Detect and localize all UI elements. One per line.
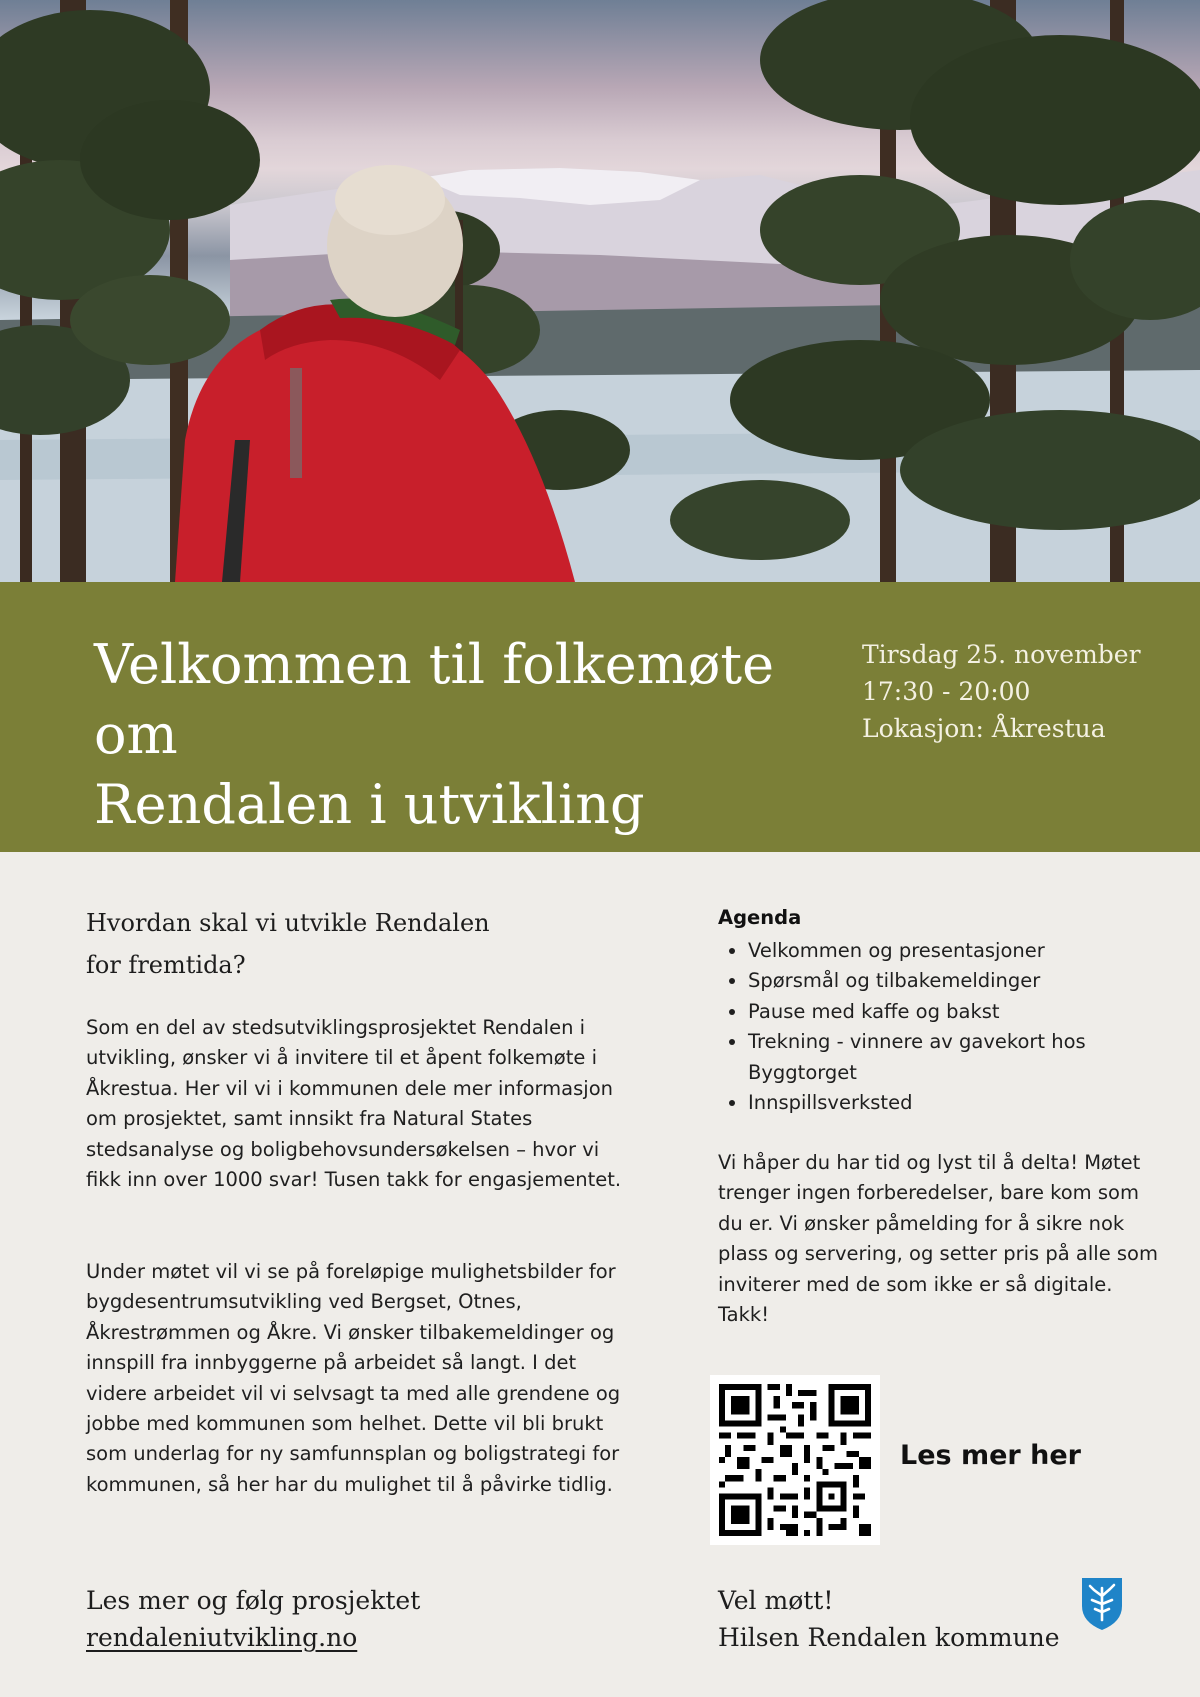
closing-line1: Vel møtt! xyxy=(718,1586,834,1615)
qr-code[interactable] xyxy=(710,1375,880,1545)
agenda-item: • Innspillsverksted xyxy=(748,1088,1188,1118)
intro-paragraph: Som en del av stedsutviklingsprosjektet Rendalen i utvikling, ønsker vi å invitere til et åpent folkemøte i Åkrestua. Her vil vi i kommunen dele mer informasjon om prosjektet, samt innsikt fra Natural States stedsanalyse og boligbehovsundersøkelsen – hvor vi fikk inn over 1000 svar! Tusen takk for engasjementet. xyxy=(86,1016,622,1192)
follow-project-block xyxy=(86,1582,606,1656)
main-title xyxy=(94,630,794,840)
follow-project-text: Les mer og følg prosjektet xyxy=(86,1586,421,1615)
agenda-item: • Pause med kaffe og bakst xyxy=(748,997,1188,1027)
main-title-line2: Rendalen i utvikling xyxy=(94,773,645,836)
event-location: Lokasjon: Åkrestua xyxy=(862,714,1106,743)
hero-photo xyxy=(0,0,1200,582)
event-date: Tirsdag 25. november xyxy=(862,640,1141,669)
main-title-line1: Velkommen til folkemøte om xyxy=(94,633,775,766)
section-heading-line1: Hvordan skal vi utvikle Rendalen xyxy=(86,909,490,937)
agenda-item: • Velkommen og presentasjoner xyxy=(748,936,1188,966)
section-heading-line2: for fremtida? xyxy=(86,951,246,979)
agenda-title: Agenda xyxy=(718,906,802,929)
section-heading xyxy=(86,902,606,986)
event-info xyxy=(862,636,1182,747)
closing-greeting xyxy=(718,1582,1098,1656)
qr-label: Les mer her xyxy=(900,1440,1081,1471)
municipality-coat-of-arms-icon xyxy=(1080,1576,1124,1632)
agenda-list xyxy=(718,936,1188,1118)
invitation-paragraph: Vi håper du har tid og lyst til å delta! Møtet trenger ingen forberedelser, bare kom som du er. Vi ønsker påmelding for å sikre nok plass og servering, og setter pris på alle som inviterer med de som ikke er så digitale. Takk! xyxy=(718,1151,1158,1327)
agenda-item: • Spørsmål og tilbakemeldinger xyxy=(748,966,1188,996)
meeting-paragraph: Under møtet vil vi se på foreløpige mulighetsbilder for bygdesentrumsutvikling ved Bergset, Otnes, Åkrestrømmen og Åkre. Vi ønsker tilbakemeldinger og innspill fra innbyggerne på arbeidet så langt. I det videre arbeidet vil vi selvsagt ta med alle grendene og jobbe med kommunen som helhet. Dette vil bli brukt som underlag for ny samfunnsplan og boligstrategi for kommunen, så her har du mulighet til å påvirke tidlig. xyxy=(86,1260,621,1496)
project-website-link[interactable]: rendaleniutvikling.no xyxy=(86,1623,358,1652)
agenda-item: • Trekning - vinnere av gavekort hos Byggtorget xyxy=(748,1027,1188,1088)
closing-line2: Hilsen Rendalen kommune xyxy=(718,1623,1060,1652)
event-time: 17:30 - 20:00 xyxy=(862,677,1031,706)
hero-landscape-illustration xyxy=(0,0,1200,582)
qr-code-icon xyxy=(719,1384,871,1536)
